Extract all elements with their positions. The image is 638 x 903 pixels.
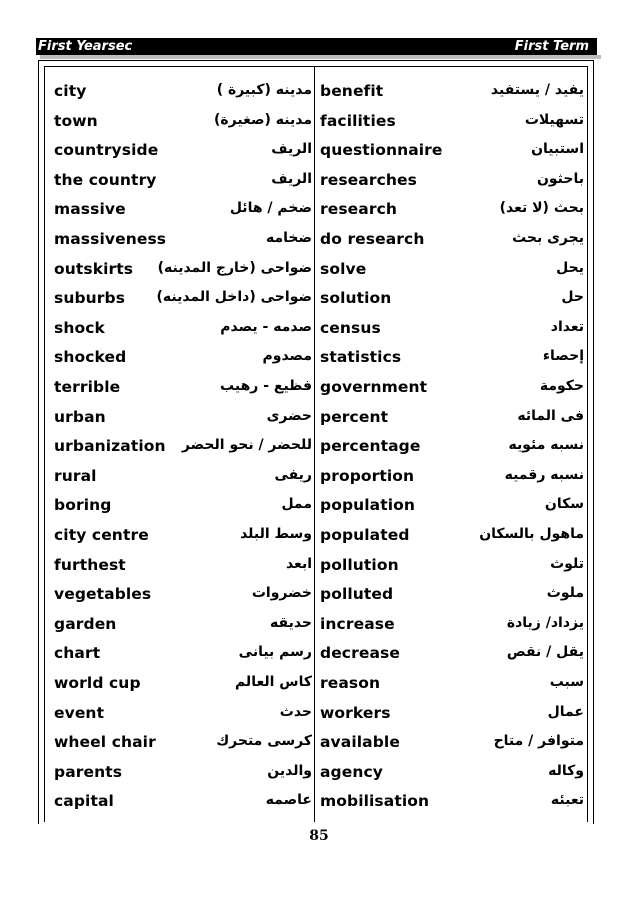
left-english-word: furthest [54, 555, 126, 574]
left-english-word: terrible [54, 378, 121, 396]
table-row [44, 254, 588, 283]
left-english-word: massive [54, 200, 126, 219]
right-arabic-meaning: تسهيلات [524, 111, 584, 128]
header-shadow [40, 55, 601, 59]
left-english-word: chart [54, 644, 101, 663]
right-arabic-meaning: تعداد [550, 318, 584, 335]
left-english-word: town [54, 111, 98, 130]
left-arabic-meaning: الريف [271, 141, 312, 158]
left-arabic-meaning: ضخامه [265, 230, 312, 246]
left-arabic-meaning: عاصمه [265, 792, 312, 809]
right-arabic-meaning: وكاله [548, 762, 584, 779]
table-row [44, 579, 588, 608]
right-arabic-meaning: ملوث [546, 585, 584, 602]
right-arabic-meaning: تلوث [550, 555, 584, 572]
table-row [44, 431, 588, 460]
right-english-word: population [320, 496, 416, 515]
right-english-word: polluted [320, 585, 394, 604]
left-english-word: world cup [54, 674, 141, 692]
table-row [44, 520, 588, 549]
right-arabic-meaning: يفيد / يستفيد [490, 82, 584, 98]
left-arabic-meaning: مدينه (صغيرة) [213, 111, 312, 128]
left-english-word: capital [54, 792, 114, 811]
left-arabic-meaning: حدث [279, 703, 312, 720]
right-english-word: facilities [320, 111, 396, 130]
left-english-word: countryside [54, 141, 159, 160]
left-english-word: garden [54, 614, 117, 633]
left-english-word: city [54, 82, 87, 100]
table-row [44, 106, 588, 135]
right-english-word: solve [320, 259, 367, 278]
right-arabic-meaning: فى المائه [517, 407, 584, 424]
left-english-word: urbanization [54, 437, 166, 456]
right-english-word: do research [320, 230, 425, 248]
left-english-word: shocked [54, 348, 127, 367]
right-english-word: percentage [320, 437, 421, 456]
left-arabic-meaning: حضرى [266, 407, 312, 424]
table-row [44, 668, 588, 697]
table-row [44, 135, 588, 164]
table-row [44, 698, 588, 727]
right-arabic-meaning: متوافر / متاح [493, 733, 584, 750]
right-english-word: mobilisation [320, 792, 430, 811]
left-arabic-meaning: حديقه [270, 614, 312, 631]
left-arabic-meaning: للحضر / نحو الحضر [181, 437, 312, 454]
right-english-word: solution [320, 289, 392, 308]
right-arabic-meaning: نسبه رقميه [504, 466, 584, 483]
right-english-word: benefit [320, 82, 384, 100]
right-arabic-meaning: حكومة [539, 378, 584, 394]
left-arabic-meaning: صدمه - يصدم [220, 318, 312, 335]
right-arabic-meaning: تعبئه [550, 792, 584, 809]
right-english-word: decrease [320, 644, 400, 663]
right-arabic-meaning: حل [561, 289, 584, 306]
right-english-word: increase [320, 614, 395, 633]
right-english-word: census [320, 318, 381, 337]
left-arabic-meaning: الريف [271, 170, 312, 187]
table-row [44, 490, 588, 519]
right-arabic-meaning: عمال [547, 703, 584, 720]
right-arabic-meaning: باحثون [536, 170, 584, 187]
left-english-word: city centre [54, 526, 149, 544]
table-row [44, 609, 588, 638]
left-english-word: shock [54, 318, 105, 337]
left-english-word: suburbs [54, 289, 126, 308]
table-row [44, 638, 588, 667]
table-row [44, 757, 588, 786]
table-row [44, 342, 588, 371]
left-english-word: massiveness [54, 230, 167, 248]
right-arabic-meaning: نسبه مئويه [508, 437, 584, 454]
right-english-word: workers [320, 703, 391, 722]
left-english-word: urban [54, 407, 106, 426]
page-header [36, 38, 597, 55]
right-english-word: percent [320, 407, 389, 426]
left-arabic-meaning: ضخم / هائل [229, 200, 312, 217]
right-arabic-meaning: يحل [556, 259, 584, 276]
table-row [44, 283, 588, 312]
left-arabic-meaning: ابعد [285, 555, 312, 572]
right-english-word: agency [320, 762, 383, 781]
right-arabic-meaning: سبب [549, 674, 584, 690]
right-english-word: government [320, 378, 428, 396]
table-row [44, 402, 588, 431]
left-arabic-meaning: مدينه (كبيرة ) [216, 82, 312, 98]
table-row [44, 76, 588, 105]
page-number: 85 [309, 828, 329, 844]
left-english-word: vegetables [54, 585, 152, 604]
right-arabic-meaning: استبيان [531, 141, 584, 158]
right-arabic-meaning: يزداد/ زيادة [506, 614, 584, 631]
right-arabic-meaning: إحصاء [542, 348, 584, 365]
table-row [44, 194, 588, 223]
right-english-word: populated [320, 526, 410, 544]
left-arabic-meaning: ضواحى (خارج المدينه) [157, 259, 312, 276]
right-arabic-meaning: سكان [544, 496, 584, 513]
right-english-word: research [320, 200, 398, 219]
right-arabic-meaning: بحث (لا تعد) [499, 200, 584, 217]
left-arabic-meaning: رسم بيانى [238, 644, 312, 661]
header-right-text: First Term [514, 39, 589, 54]
table-row [44, 550, 588, 579]
table-row [44, 372, 588, 401]
left-arabic-meaning: والدين [267, 762, 312, 779]
left-arabic-meaning: ممل [281, 496, 312, 513]
table-row [44, 165, 588, 194]
left-arabic-meaning: فظيع - رهيب [220, 378, 312, 394]
right-arabic-meaning: يجرى بحث [512, 230, 584, 246]
left-english-word: rural [54, 466, 97, 485]
header-left-text: First Yearsec [38, 39, 133, 54]
right-english-word: reason [320, 674, 381, 692]
left-arabic-meaning: كاس العالم [234, 674, 312, 690]
right-english-word: proportion [320, 466, 415, 485]
table-row [44, 224, 588, 253]
table-row [44, 313, 588, 342]
left-english-word: boring [54, 496, 112, 515]
right-english-word: questionnaire [320, 141, 443, 160]
left-english-word: wheel chair [54, 733, 156, 752]
table-row [44, 786, 588, 815]
left-arabic-meaning: مصدوم [262, 348, 312, 365]
right-english-word: statistics [320, 348, 402, 367]
left-arabic-meaning: ضواحى (داخل المدينه) [156, 289, 312, 306]
right-arabic-meaning: ماهول بالسكان [479, 526, 584, 542]
right-arabic-meaning: يقل / نقص [506, 644, 584, 661]
right-english-word: pollution [320, 555, 399, 574]
left-arabic-meaning: خضروات [251, 585, 312, 602]
table-row [44, 461, 588, 490]
right-english-word: researches [320, 170, 417, 189]
left-english-word: outskirts [54, 259, 134, 278]
left-english-word: event [54, 703, 105, 722]
left-arabic-meaning: وسط البلد [240, 526, 312, 542]
left-arabic-meaning: كرسى متحرك [216, 733, 312, 750]
left-english-word: the country [54, 170, 157, 189]
right-english-word: available [320, 733, 400, 752]
table-row [44, 727, 588, 756]
left-english-word: parents [54, 762, 123, 781]
left-arabic-meaning: ريفى [274, 466, 312, 483]
